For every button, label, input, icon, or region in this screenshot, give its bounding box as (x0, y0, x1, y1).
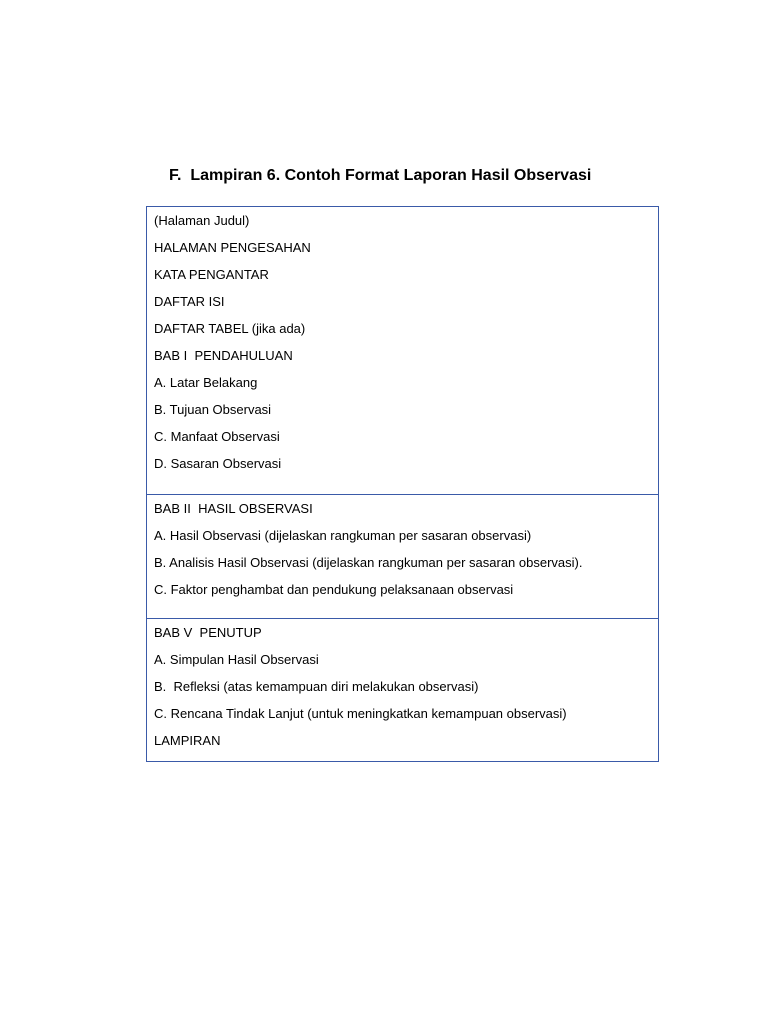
outline-line: (Halaman Judul) (154, 213, 250, 228)
outline-line: KATA PENGANTAR (154, 267, 269, 282)
outline-line: BAB I PENDAHULUAN (154, 348, 293, 363)
outline-line: B. Analisis Hasil Observasi (dijelaskan rangkuman per sasaran observasi). (154, 555, 583, 570)
outline-section-closing (147, 618, 658, 761)
outline-line: A. Hasil Observasi (dijelaskan rangkuman per sasaran observasi) (154, 528, 532, 543)
outline-line: C. Manfaat Observasi (154, 429, 280, 444)
report-outline-table (146, 206, 659, 762)
outline-line: BAB V PENUTUP (154, 625, 262, 640)
outline-line: A. Latar Belakang (154, 375, 258, 390)
outline-line: DAFTAR TABEL (jika ada) (154, 321, 306, 336)
outline-line: BAB II HASIL OBSERVASI (154, 501, 313, 516)
outline-line: DAFTAR ISI (154, 294, 225, 309)
outline-line: B. Tujuan Observasi (154, 402, 272, 417)
outline-line: B. Refleksi (atas kemampuan diri melakukan observasi) (154, 679, 479, 694)
outline-line: LAMPIRAN (154, 733, 221, 748)
outline-line: C. Rencana Tindak Lanjut (untuk meningkatkan kemampuan observasi) (154, 706, 567, 721)
outline-section-front-matter-and-chapter-1 (147, 207, 658, 494)
page-title: F. Lampiran 6. Contoh Format Laporan Hasil Observasi (169, 167, 592, 184)
outline-line: HALAMAN PENGESAHAN (154, 240, 311, 255)
outline-line: C. Faktor penghambat dan pendukung pelaksanaan observasi (154, 582, 514, 597)
outline-line: A. Simpulan Hasil Observasi (154, 652, 319, 667)
outline-section-chapter-2 (147, 494, 658, 618)
outline-line: D. Sasaran Observasi (154, 456, 282, 471)
